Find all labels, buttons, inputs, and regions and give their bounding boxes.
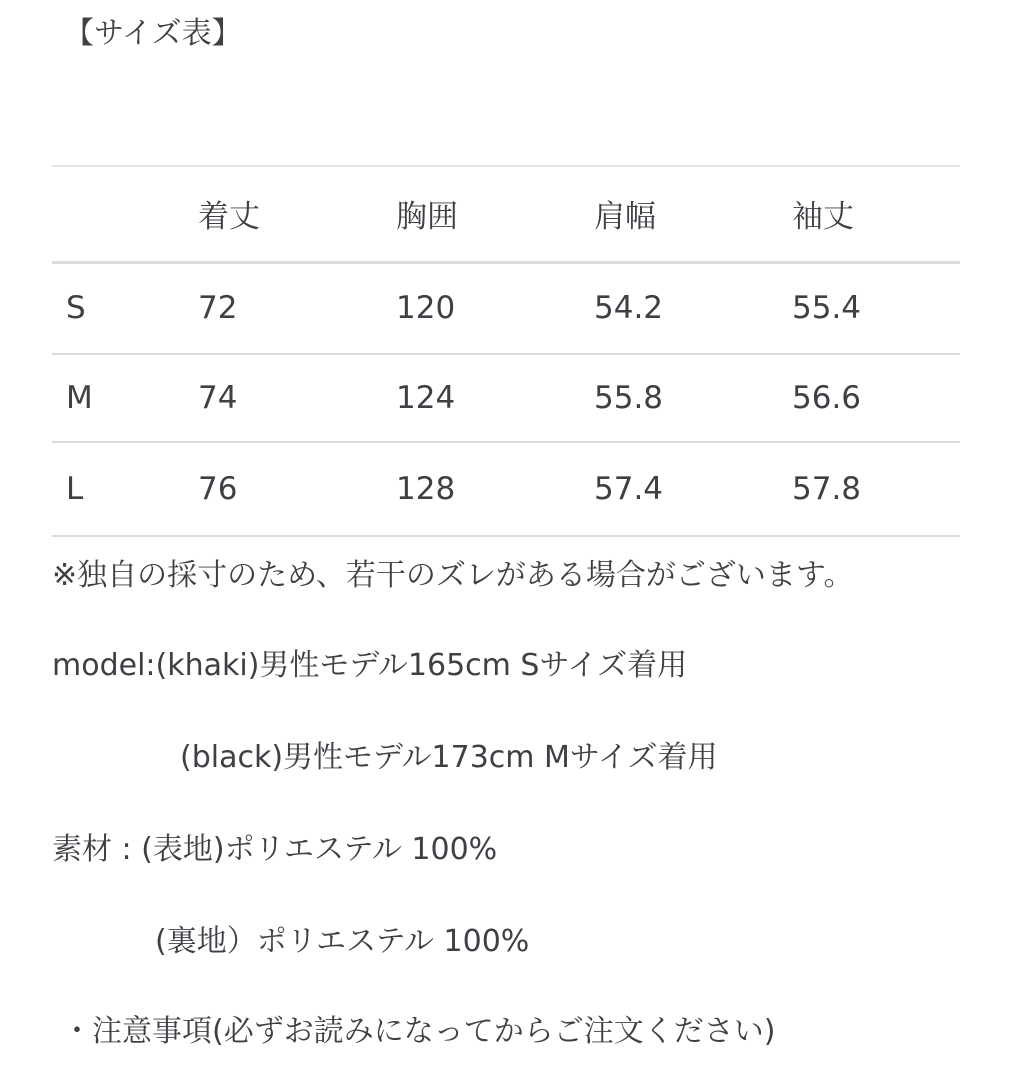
table-row (52, 442, 960, 536)
size-label-cell: L (66, 471, 84, 507)
shoulder-cell: 55.8 (594, 380, 664, 416)
shoulder-cell: 57.4 (594, 471, 664, 507)
size-label-cell: S (66, 290, 86, 327)
chest-cell: 128 (396, 471, 456, 507)
header-cell-shoulder: 肩幅 (594, 199, 656, 236)
length-cell: 72 (198, 290, 238, 327)
material-outer: 素材 : (表地)ポリエステル 100% (52, 832, 498, 867)
measurement-note: ※独自の採寸のため、若干のズレがある場合がございます。 (52, 558, 854, 593)
caution-heading: ・注意事項(必ずお読みになってからご注文ください) (62, 1014, 776, 1049)
table-row (52, 354, 960, 442)
header-cell-size (52, 166, 198, 262)
model-info-khaki: model:(khaki)男性モデル165cm Sサイズ着用 (52, 648, 688, 683)
header-cell-chest: 胸囲 (396, 199, 458, 236)
sleeve-cell: 55.4 (792, 290, 862, 327)
chest-cell: 124 (396, 380, 456, 416)
header-cell-sleeve: 袖丈 (792, 199, 854, 236)
size-table (52, 165, 960, 537)
size-chart-heading: 【サイズ表】 (64, 16, 242, 51)
sleeve-cell: 57.8 (792, 471, 862, 507)
size-label-cell: M (66, 380, 93, 416)
sleeve-cell: 56.6 (792, 380, 862, 416)
shoulder-cell: 54.2 (594, 290, 664, 327)
material-lining: (裏地）ポリエステル 100% (155, 924, 530, 959)
table-row (52, 262, 960, 354)
chest-cell: 120 (396, 290, 456, 327)
model-info-black: (black)男性モデル173cm Mサイズ着用 (180, 740, 718, 775)
length-cell: 74 (198, 380, 238, 416)
table-header-row (52, 166, 960, 262)
length-cell: 76 (198, 471, 238, 507)
header-cell-length: 着丈 (198, 199, 260, 236)
